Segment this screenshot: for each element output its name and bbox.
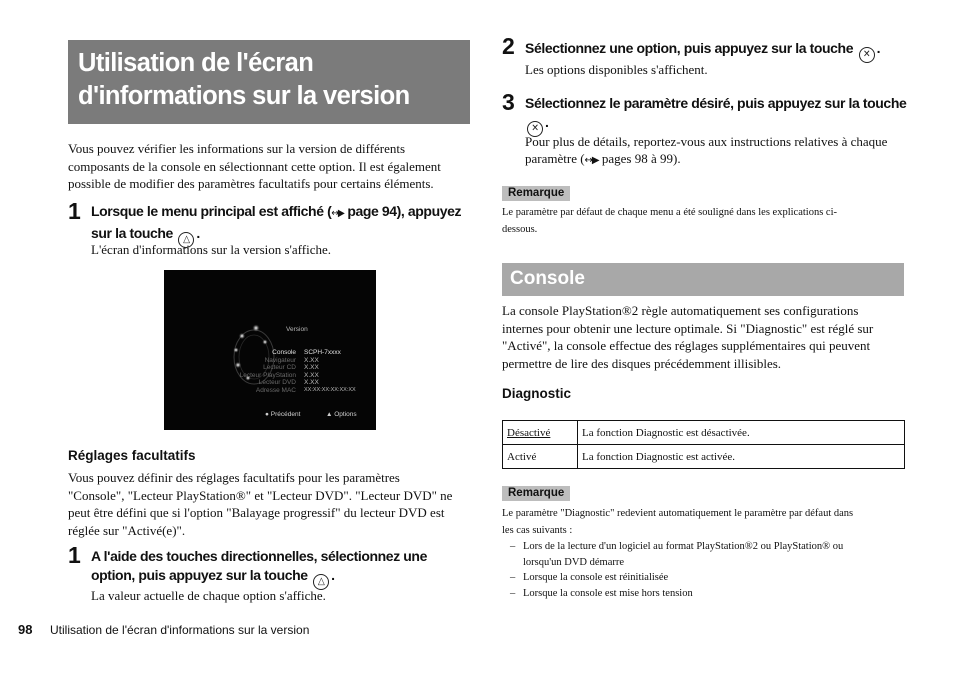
step-number: 1 <box>68 198 81 224</box>
screen-label: Console <box>272 349 296 356</box>
page-reference-arrow-icon: ↔▶ <box>331 208 344 219</box>
cross-button-icon: ✕ <box>527 121 543 137</box>
screen-label: Navigateur <box>264 356 296 364</box>
table-cell-option: Désactivé <box>503 421 578 445</box>
reglages-paragraph <box>68 469 478 539</box>
screen-label: Lecteur PlayStation <box>239 371 296 379</box>
screen-labels <box>204 349 296 401</box>
list-item: – Lorsque la console est mise hors tension <box>510 587 693 599</box>
list-item: lorsqu'un DVD démarre <box>523 556 625 568</box>
step3-body: Pour plus de détails, reportez-vous aux instructions relatives à chaque paramètre (↔▶ pages 98 à 99). <box>525 134 888 166</box>
page-title-line2: d'informations sur la version <box>78 82 410 110</box>
screen-label: Lecteur CD <box>263 364 296 371</box>
circle-button-icon: ● <box>265 411 269 418</box>
page-title-line1: Utilisation de l'écran <box>78 49 314 77</box>
intro-paragraph <box>68 140 478 193</box>
table-cell-desc: La fonction Diagnostic est désactivée. <box>578 421 905 445</box>
step-number: 2 <box>502 33 515 59</box>
step1-heading: Lorsque le menu principal est affiché (↔▶ page 94), appuyez sur la touche △ . <box>91 202 476 248</box>
remarque-label: Remarque <box>502 486 570 501</box>
remarque-label: Remarque <box>502 186 570 201</box>
screen-value: XX:XX:XX:XX:XX:XX <box>304 386 356 393</box>
reglages-line: Vous pouvez définir des réglages facultatifs pour les paramètres <box>68 470 400 485</box>
table-row <box>503 421 905 445</box>
reglages-line: réglée sur "Activé(e)". <box>68 522 186 538</box>
triangle-button-icon: △ <box>178 232 194 248</box>
step3-heading: Sélectionnez le paramètre désiré, puis appuyez sur la touche ✕ . <box>525 94 910 137</box>
list-item: – Lors de la lecture d'un logiciel au format PlayStation®2 ou PlayStation® ou <box>510 541 844 552</box>
cross-button-icon: ✕ <box>859 47 875 63</box>
page-title-box <box>68 40 470 124</box>
intro-line: possible de modifier des paramètres facultatifs pour certains éléments. <box>68 176 434 191</box>
table-cell-option: Activé <box>503 445 578 469</box>
console-paragraph <box>502 302 907 372</box>
intro-line: Vous pouvez vérifier les informations sur la version de différents <box>68 141 406 156</box>
page-reference-arrow-icon: ↔▶ <box>584 155 599 166</box>
screen-value: X.XX <box>304 364 319 371</box>
console-section-header <box>502 263 904 296</box>
version-screen-image <box>164 270 376 430</box>
step1b-heading: A l'aide des touches directionnelles, sélectionnez une option, puis appuyez sur la touche △ . <box>91 547 476 590</box>
screen-value: SCPH-7xxxx <box>304 349 341 356</box>
step1b-body: La valeur actuelle de chaque option s'affiche. <box>91 588 326 603</box>
screen-footer-options: ▲ Options <box>326 411 357 418</box>
screen-footer-back: ● Précédent <box>265 411 301 418</box>
screen-value: X.XX <box>304 356 319 364</box>
step1-body: L'écran d'informations sur la version s'affiche. <box>91 242 331 257</box>
screen-values <box>304 349 374 401</box>
table-cell-desc: La fonction Diagnostic est activée. <box>578 445 905 469</box>
screen-value: X.XX <box>304 371 319 379</box>
triangle-button-icon: △ <box>313 574 329 590</box>
screen-title: Version <box>286 326 308 333</box>
screen-label: Adresse MAC <box>255 386 296 394</box>
reglages-heading: Réglages facultatifs <box>68 448 196 463</box>
remarque1-text: Le paramètre par défaut de chaque menu a été souligné dans les explications ci- dessous. <box>502 207 837 235</box>
console-line: internes pour obtenir une lecture optimale. Si "Diagnostic" est réglé sur <box>502 320 874 336</box>
page-title <box>78 47 466 113</box>
console-heading: Console <box>510 268 585 289</box>
intro-line: composants de la console en sélectionnant cette option. Il est également <box>68 158 441 174</box>
remarque2-text: Le paramètre "Diagnostic" redevient automatiquement le paramètre par défaut dans les cas suivants : <box>502 508 854 536</box>
reglages-line: peut être défini que si l'option "Balayage progressif" du lecteur DVD est <box>68 505 445 520</box>
screen-label: Lecteur DVD <box>258 379 296 386</box>
diagnostic-heading: Diagnostic <box>502 386 572 401</box>
console-line: permettre de lire des disques précédemment illisibles. <box>502 355 782 371</box>
step-number: 3 <box>502 89 515 115</box>
reglages-line: "Console", "Lecteur PlayStation®" et "Lecteur DVD". "Lecteur DVD" ne <box>68 487 453 503</box>
screen-value: X.XX <box>304 379 319 386</box>
table-row <box>503 445 905 469</box>
console-line: "Activé", la console effectue des réglages supplémentaires qui peuvent <box>502 338 871 353</box>
step-number: 1 <box>68 542 81 568</box>
triangle-button-icon: ▲ <box>326 411 333 418</box>
list-item: – Lorsque la console est réinitialisée <box>510 572 669 583</box>
step2-body: Les options disponibles s'affichent. <box>525 62 708 77</box>
page-number: 98 <box>18 622 33 637</box>
step2-heading: Sélectionnez une option, puis appuyez sur la touche ✕ . <box>525 39 910 63</box>
diagnostic-table <box>502 420 905 469</box>
console-line: La console PlayStation®2 règle automatiquement ses configurations <box>502 303 859 318</box>
footer-title: Utilisation de l'écran d'informations sur la version <box>50 623 310 637</box>
remarque2-bullets <box>510 539 905 601</box>
